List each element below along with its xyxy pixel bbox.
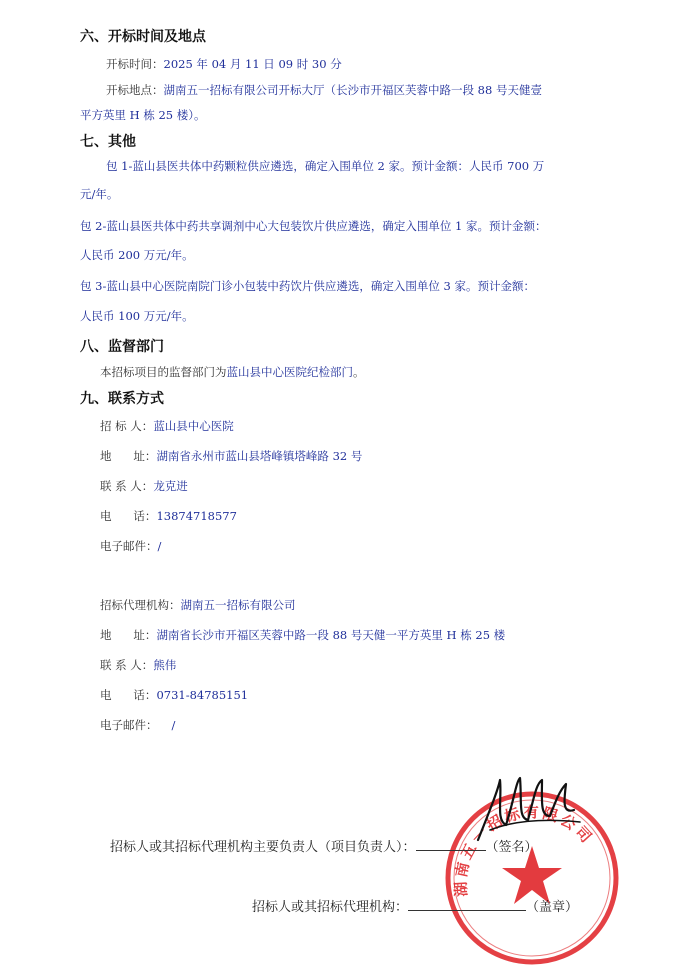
signature-line-2-suffix: （盖章）	[526, 900, 579, 915]
tenderer-address-value: 湖南省永州市蓝山县塔峰镇塔峰路 32 号	[156, 449, 363, 463]
agency-contact-row	[100, 657, 176, 673]
agency-address-label: 地 址：	[100, 628, 157, 642]
supervision-text	[100, 364, 365, 380]
tenderer-name-value: 蓝山县中心医院	[153, 419, 234, 433]
agency-name-row	[100, 597, 296, 613]
package-3-line-1: 包 3-蓝山县中心医院南院门诊小包装中药饮片供应遴选，确定入围单位 3 家。预计金额：	[80, 279, 535, 293]
opening-time-label: 开标时间：	[106, 57, 164, 71]
agency-address-row	[100, 627, 505, 643]
opening-time-value: 2025 年 04 月 11 日 09 时 30 分	[163, 57, 342, 71]
tenderer-name-label: 招 标 人：	[100, 419, 154, 433]
tenderer-phone-value: 13874718577	[156, 509, 237, 523]
tenderer-email-label: 电子邮件：	[100, 539, 158, 553]
package-2-line-1: 包 2-蓝山县医共体中药共享调剂中心大包装饮片供应遴选，确定入围单位 1 家。预计金额：	[80, 219, 547, 233]
opening-place-value-2: 平方英里 H 栋 25 楼）。	[80, 108, 206, 122]
tenderer-address-label: 地 址：	[100, 449, 157, 463]
agency-phone-value: 0731-84785151	[156, 688, 249, 702]
package-1-line-2: 元/年。	[80, 187, 119, 201]
signature-line-1-suffix: （签名）	[485, 840, 538, 855]
tenderer-phone-row	[100, 508, 237, 524]
supervision-suffix: 。	[353, 365, 365, 379]
tenderer-address-row	[100, 448, 362, 464]
agency-phone-label: 电 话：	[100, 688, 157, 702]
package-1-line-1: 包 1-蓝山县医共体中药颗粒供应遴选，确定入围单位 2 家。预计金额：人民币 700 万	[106, 159, 545, 173]
tenderer-phone-label: 电 话：	[100, 509, 157, 523]
agency-contact-label: 联 系 人：	[100, 658, 154, 672]
agency-email-row	[100, 717, 175, 733]
supervision-prefix: 本招标项目的监督部门为	[100, 365, 227, 379]
agency-email-value: /	[171, 718, 176, 732]
agency-name-label: 招标代理机构：	[100, 598, 181, 612]
agency-address-value: 湖南省长沙市开福区芙蓉中路一段 88 号天健一平方英里 H 栋 25 楼	[156, 628, 506, 642]
signature-line-1-label: 招标人或其招标代理机构主要负责人（项目负责人）：	[110, 840, 416, 855]
agency-phone-row	[100, 687, 248, 703]
signature-blank-1	[416, 837, 486, 851]
opening-time	[106, 56, 342, 72]
signature-line-1	[110, 836, 538, 855]
section-8-title: 八、监督部门	[80, 339, 164, 355]
tenderer-email-value: /	[157, 539, 162, 553]
tenderer-email-row	[100, 538, 161, 554]
tenderer-contact-label: 联 系 人：	[100, 479, 154, 493]
agency-email-label: 电子邮件：	[100, 718, 158, 732]
section-6-title: 六、开标时间及地点	[80, 29, 206, 45]
package-2-line-2: 人民币 200 万元/年。	[80, 248, 194, 262]
svg-text:湖南五一招标有限公司: 湖南五一招标有限公司	[451, 803, 598, 898]
tenderer-contact-value: 龙克进	[153, 479, 188, 493]
signature-line-2-label: 招标人或其招标代理机构：	[252, 900, 409, 915]
tenderer-contact-row	[100, 478, 188, 494]
opening-place	[106, 82, 542, 98]
signature-line-2	[252, 896, 578, 915]
package-3-line-2: 人民币 100 万元/年。	[80, 309, 194, 323]
section-7-title: 七、其他	[80, 134, 136, 150]
opening-place-label: 开标地点：	[106, 83, 164, 97]
agency-name-value: 湖南五一招标有限公司	[180, 598, 296, 612]
section-9-title: 九、联系方式	[80, 391, 164, 407]
tenderer-name-row	[100, 418, 234, 434]
signature-blank-2	[408, 897, 526, 911]
agency-contact-value: 熊伟	[153, 658, 177, 672]
opening-place-value-1: 湖南五一招标有限公司开标大厅（长沙市开福区芙蓉中路一段 88 号天健壹	[163, 83, 542, 97]
supervision-dept: 蓝山县中心医院纪检部门	[226, 365, 353, 379]
